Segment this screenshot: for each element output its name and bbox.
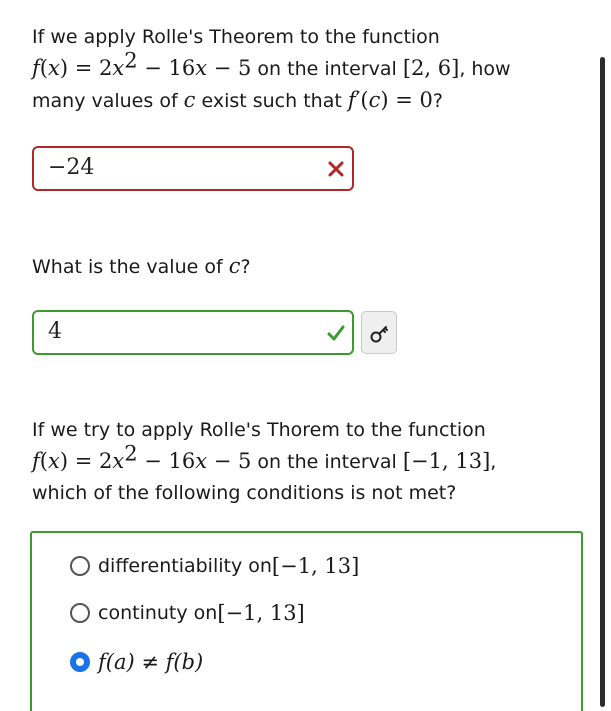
option-fa-not-equal-fb[interactable]: f(a) ≠ f(b) <box>70 645 203 679</box>
answer-1-value: −24 <box>48 155 95 180</box>
option-differentiability[interactable]: differentiability on [−1, 13] <box>70 549 359 583</box>
show-answer-key-button[interactable] <box>361 311 397 354</box>
question-3-text: If we try to apply Rolle's Thorem to the function $f(x) = 2x^2 - 16x - 5$ on the interval [−1, 13], which of the following conditions is not met? <box>32 419 497 504</box>
radio-button[interactable] <box>70 556 90 576</box>
question-2-text: What is the value of c? <box>32 254 251 278</box>
question-1-text: If we apply Rolle's Theorem to the function $f(x) = 2x^2 - 16x - 5$ on the interval [2, 6], how many values of c exist such that f′(c) = 0? <box>32 26 511 112</box>
correct-check-icon <box>326 323 346 343</box>
option-continuity[interactable]: continuty on [−1, 13] <box>70 596 305 630</box>
incorrect-x-icon <box>326 159 346 179</box>
radio-button[interactable] <box>70 603 90 623</box>
radio-button-selected[interactable] <box>70 652 90 672</box>
key-icon <box>369 323 391 345</box>
answer-2-value: 4 <box>48 319 62 344</box>
answer-2-input[interactable] <box>32 310 354 355</box>
answer-choices-group <box>30 531 583 711</box>
answer-1-input[interactable] <box>32 146 354 191</box>
scrollbar[interactable] <box>600 57 605 707</box>
